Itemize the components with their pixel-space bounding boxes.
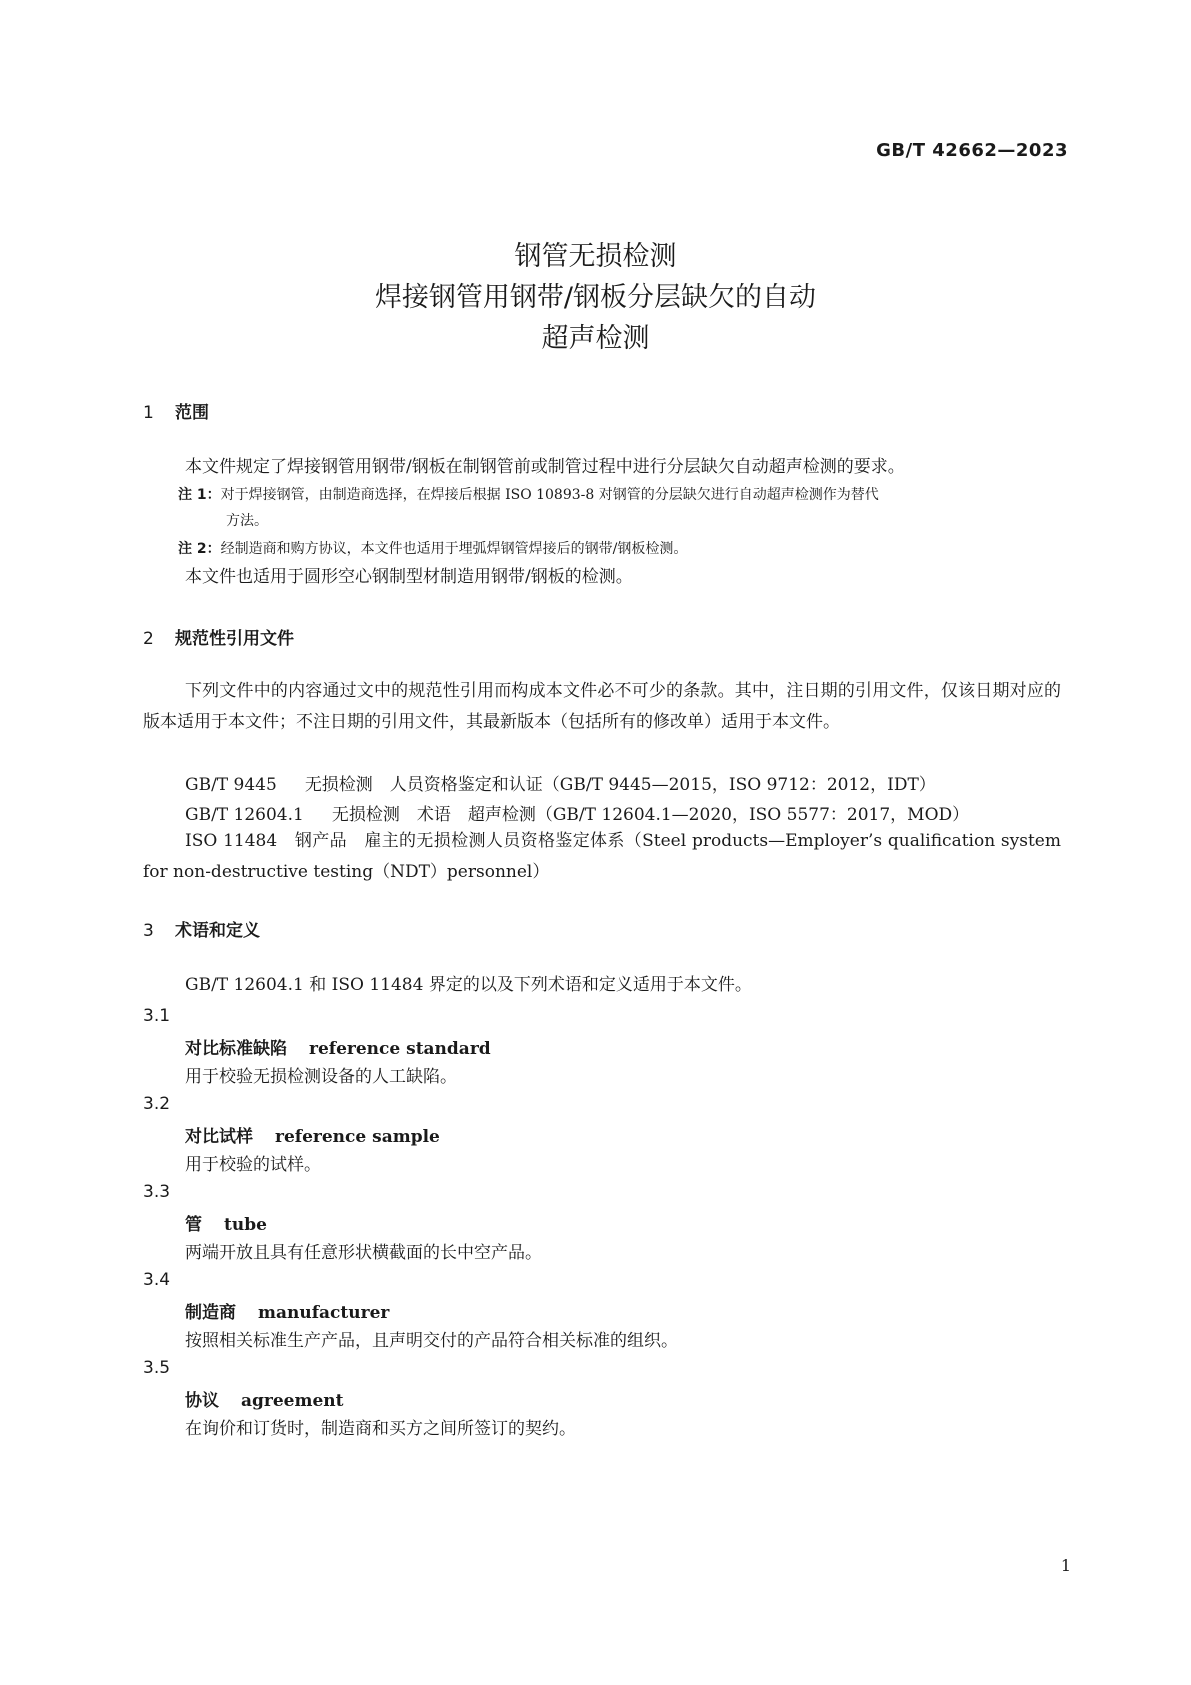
term-zh: 制造商	[185, 1303, 236, 1323]
term-definition: 用于校验无损检测设备的人工缺陷。	[185, 1067, 457, 1087]
standard-number: GB/T 42662—2023	[876, 140, 1068, 161]
reference-title: 无损检测 术语 超声检测（GB/T 12604.1—2020，ISO 5577：2017，MOD）	[331, 805, 970, 825]
reference-code: GB/T 12604.1	[185, 805, 304, 825]
note-continuation: 方法。	[226, 513, 268, 529]
term-heading	[185, 1210, 267, 1235]
normative-paragraph: 下列文件中的内容通过文中的规范性引用而构成本文件必不可少的条款。其中，注日期的引用文件，仅该日期对应的版本适用于本文件；不注日期的引用文件，其最新版本（包括所有的修改单）适用于本文件。	[143, 681, 1061, 732]
note-2	[178, 536, 1061, 562]
term-en: tube	[224, 1215, 267, 1235]
section-number: 3	[143, 921, 154, 941]
note-label: 注 1：	[178, 487, 221, 503]
term-definition: 按照相关标准生产产品，且声明交付的产品符合相关标准的组织。	[185, 1331, 678, 1351]
term-en: manufacturer	[258, 1303, 390, 1323]
note-text: 经制造商和购方协议，本文件也适用于埋弧焊钢管焊接后的钢带/钢板检测。	[220, 541, 688, 557]
reference-code: GB/T 9445	[185, 775, 277, 795]
scope-paragraph-2: 本文件也适用于圆形空心钢制型材制造用钢带/钢板的检测。	[185, 567, 633, 587]
term-zh: 对比试样	[185, 1127, 253, 1147]
section-2-heading	[143, 624, 294, 649]
title-line-2: 焊接钢管用钢带/钢板分层缺欠的自动	[374, 282, 817, 313]
term-number: 3.3	[143, 1182, 171, 1202]
document-title	[0, 236, 1191, 359]
term-heading	[185, 1298, 389, 1323]
term-heading	[185, 1034, 491, 1059]
section-number: 1	[143, 403, 154, 423]
term-en: reference sample	[275, 1127, 440, 1147]
section-title: 规范性引用文件	[175, 629, 294, 649]
term-number: 3.2	[143, 1094, 171, 1114]
reference-3: ISO 11484 钢产品 雇主的无损检测人员资格鉴定体系（Steel products—Employer’s qualification system for non-destructive testing（NDT）personnel）	[143, 831, 1061, 882]
note-label: 注 2：	[178, 541, 221, 557]
section-title: 范围	[175, 403, 209, 423]
reference-2	[185, 800, 969, 825]
term-heading	[185, 1122, 440, 1147]
term-en: reference standard	[309, 1039, 491, 1059]
title-line-3: 超声检测	[541, 323, 650, 354]
term-en: agreement	[241, 1391, 344, 1411]
note-text: 对于焊接钢管，由制造商选择，在焊接后根据 ISO 10893-8 对钢管的分层缺欠进行自动超声检测作为替代	[220, 487, 879, 503]
reference-1	[185, 770, 936, 795]
term-definition: 用于校验的试样。	[185, 1155, 321, 1175]
section-title: 术语和定义	[175, 921, 260, 941]
page-number: 1	[1060, 1556, 1071, 1575]
term-number: 3.5	[143, 1358, 171, 1378]
note-1	[178, 482, 1061, 534]
term-zh: 协议	[185, 1391, 219, 1411]
section-number: 2	[143, 629, 154, 649]
term-zh: 管	[185, 1215, 202, 1235]
section-1-heading	[143, 398, 209, 423]
term-definition: 两端开放且具有任意形状横截面的长中空产品。	[185, 1243, 542, 1263]
term-zh: 对比标准缺陷	[185, 1039, 287, 1059]
title-line-1: 钢管无损检测	[514, 241, 677, 272]
reference-title: 无损检测 人员资格鉴定和认证（GB/T 9445—2015，ISO 9712：2012，IDT）	[304, 775, 936, 795]
term-number: 3.1	[143, 1006, 171, 1026]
term-definition: 在询价和订货时，制造商和买方之间所签订的契约。	[185, 1419, 576, 1439]
section-3-heading	[143, 916, 260, 941]
scope-paragraph-1: 本文件规定了焊接钢管用钢带/钢板在制钢管前或制管过程中进行分层缺欠自动超声检测的要求。	[185, 457, 905, 477]
term-heading	[185, 1386, 344, 1411]
terms-intro: GB/T 12604.1 和 ISO 11484 界定的以及下列术语和定义适用于本文件。	[185, 975, 752, 995]
term-number: 3.4	[143, 1270, 171, 1290]
